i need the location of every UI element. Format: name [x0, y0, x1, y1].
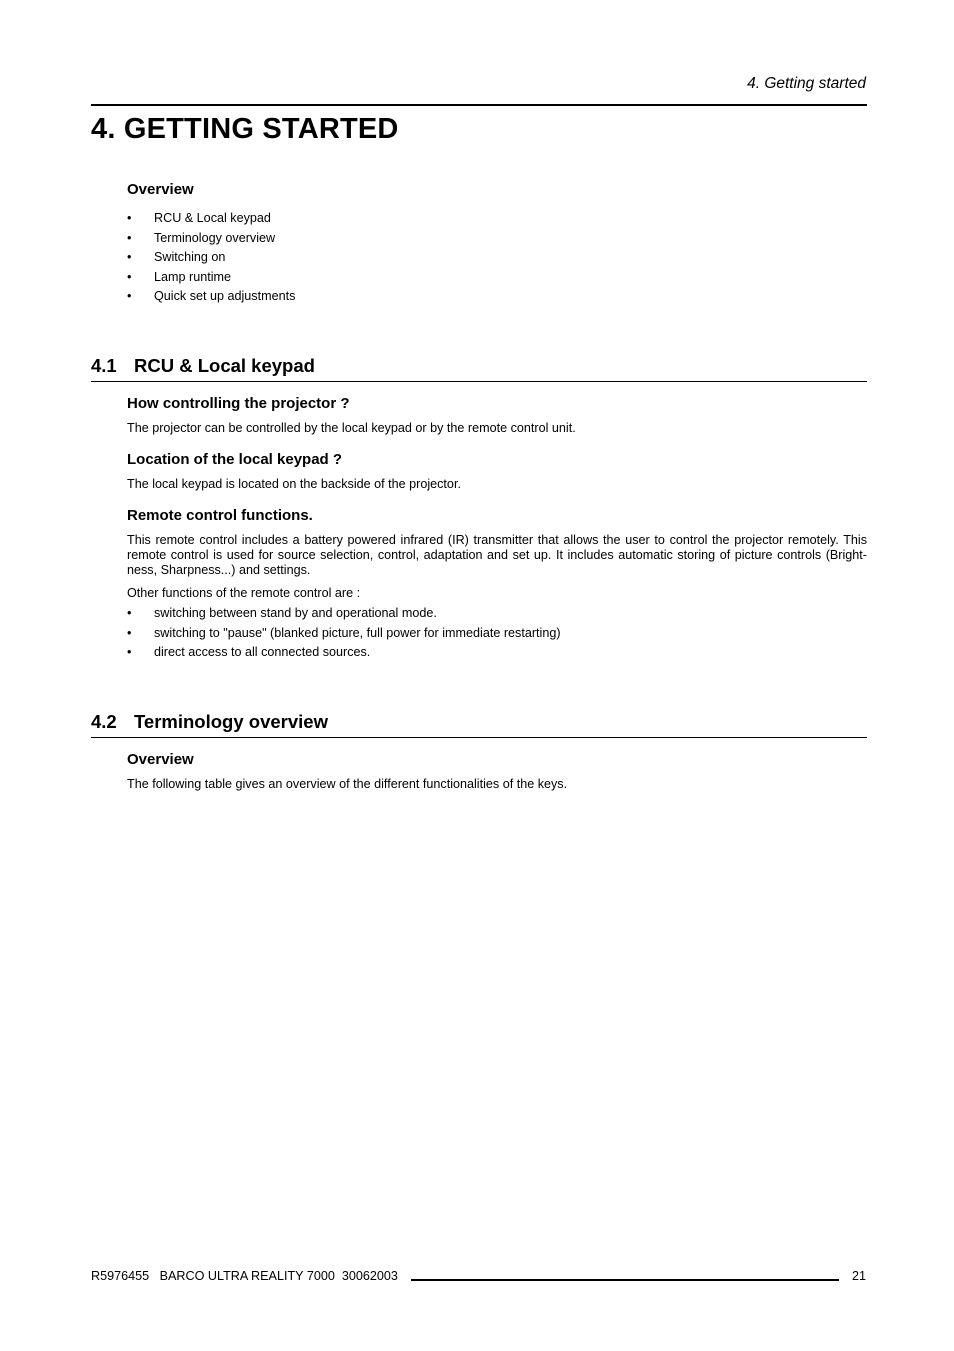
terminology-overview-text: The following table gives an overview of the different functionalities of the keys. — [127, 777, 568, 791]
section-4-1-rule — [91, 381, 867, 382]
bullet-icon: • — [127, 269, 132, 284]
running-header: 4. Getting started — [747, 75, 866, 92]
how-heading: How controlling the projector ? — [127, 395, 350, 412]
overview-heading: Overview — [127, 181, 194, 198]
list-item[interactable]: • switching between stand by and operational mode. — [127, 606, 437, 620]
header-rule — [91, 104, 867, 106]
location-text: The local keypad is located on the backside of the projector. — [127, 477, 461, 491]
bullet-icon: • — [127, 606, 132, 620]
bullet-icon: • — [127, 289, 132, 303]
section-4-2-rule — [91, 737, 867, 738]
bullet-icon: • — [127, 645, 132, 659]
list-item[interactable]: • direct access to all connected sources. — [127, 645, 371, 659]
chapter-title: 4. GETTING STARTED — [91, 113, 399, 145]
location-heading: Location of the local keypad ? — [127, 451, 343, 468]
overview-list — [127, 211, 295, 309]
list-item[interactable]: • switching to "pause" (blanked picture, full power for immediate restarting) — [127, 625, 561, 640]
terminology-overview-heading: Overview — [127, 751, 194, 768]
list-item[interactable]: • Switching on — [127, 250, 226, 264]
other-list — [127, 606, 561, 665]
list-item[interactable]: • Quick set up adjustments — [127, 289, 296, 303]
bullet-icon: • — [127, 230, 132, 245]
remote-heading: Remote control functions. — [127, 507, 313, 524]
page-number: 21 — [851, 1269, 866, 1283]
section-4-1-heading: 4.1 RCU & Local keypad — [91, 355, 315, 376]
section-4-2-heading: 4.2 Terminology overview — [91, 711, 328, 732]
list-item[interactable]: • Lamp runtime — [127, 269, 231, 284]
bullet-icon: • — [127, 250, 132, 264]
list-item[interactable]: • RCU & Local keypad — [127, 211, 271, 225]
footer-rule — [411, 1279, 839, 1281]
remote-text: This remote control includes a battery powered infrared (IR) transmitter that allows the user to control the projector remotely. This remote control is used for source selection, control, adaptation and set up. It includes automatic storing of picture controls (Bright-ness, Sharpness...) and settings. — [127, 533, 867, 577]
footer-doc-info: R5976455 BARCO ULTRA REALITY 7000 30062003 — [91, 1269, 398, 1283]
list-item[interactable]: • Terminology overview — [127, 230, 276, 245]
how-text: The projector can be controlled by the local keypad or by the remote control unit. — [127, 421, 576, 435]
bullet-icon: • — [127, 625, 132, 640]
bullet-icon: • — [127, 211, 132, 225]
other-text: Other functions of the remote control are : — [127, 586, 361, 600]
